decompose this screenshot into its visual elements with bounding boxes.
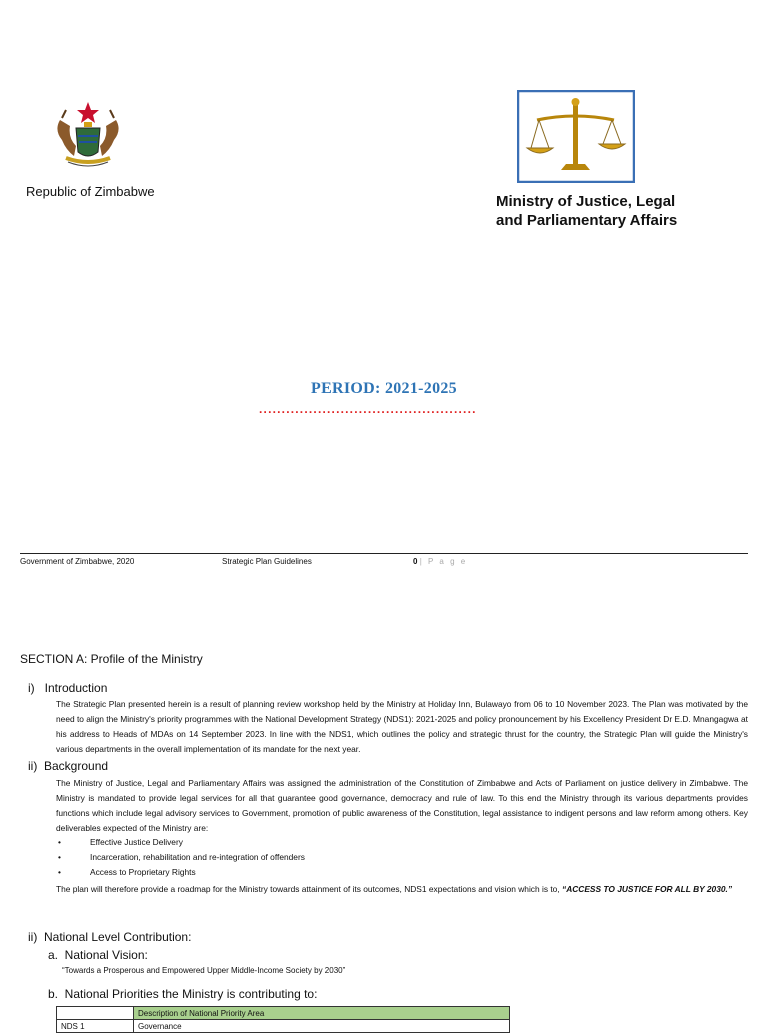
- period-title: PERIOD: 2021-2025: [311, 380, 457, 397]
- footer-guidelines: Strategic Plan Guidelines: [222, 557, 312, 566]
- plan-paragraph: [56, 882, 748, 897]
- table-header-row: [57, 1007, 510, 1020]
- bullet-icon: •: [58, 867, 61, 877]
- table-header-blank: [57, 1007, 134, 1020]
- introduction-paragraph: The Strategic Plan presented herein is a result of planning review workshop held by the Ministry at Holiday Inn, Bulawayo from 06 to 10 November 2023. The Plan was motivated by the need to align the Ministry's priority programmes with the National Development Strategy (NDS1): 2021-2025 and policy pronouncement by his Excellency President Dr E.D. Mnangagwa at his address to Heads of MDAs on 14 September 2023. In line with the NDS1, which outlines the policy and strategic thrust for the country, the Strategic Plan will guide the Ministry's various departments in the overall implementation of its mandate for the next year.: [56, 699, 748, 754]
- footer-rule: [20, 553, 748, 554]
- page-label: | P a g e: [419, 557, 468, 566]
- dotted-underline: ................................................: [259, 402, 477, 416]
- ministry-name: [496, 192, 677, 230]
- section-title: SECTION A: Profile of the Ministry: [20, 652, 203, 666]
- table-header-description: Description of National Priority Area: [134, 1007, 510, 1020]
- national-priorities-heading: b. National Priorities the Ministry is contributing to:: [48, 987, 318, 1001]
- ministry-name-line-1: Ministry of Justice, Legal: [496, 193, 676, 210]
- introduction-heading: i) Introduction: [28, 681, 108, 695]
- deliverable-item: Effective Justice Delivery: [90, 837, 183, 847]
- deliverable-item: Access to Proprietary Rights: [90, 867, 196, 877]
- national-priorities-table: [56, 1006, 510, 1033]
- national-vision-text: “Towards a Prosperous and Empowered Upper Middle-Income Society by 2030”: [62, 966, 346, 975]
- coat-of-arms-emblem: [48, 100, 128, 170]
- national-vision-heading: a. National Vision:: [48, 948, 148, 962]
- footer-government: Government of Zimbabwe, 2020: [20, 557, 135, 566]
- republic-label: Republic of Zimbabwe: [26, 184, 155, 199]
- table-row: [57, 1020, 510, 1033]
- footer-page-number: [413, 557, 467, 566]
- scales-of-justice-logo: [517, 90, 635, 183]
- page-number: 0: [413, 557, 418, 566]
- background-paragraph: The Ministry of Justice, Legal and Parliamentary Affairs was assigned the administration of the Constitution of Zimbabwe and Acts of Parliament on justice delivery in Zimbabwe. The Ministry is mandated to provide legal services for all that guarantee good governance, democracy and rule of law. To this end the Ministry through its various departments provides functions which include legal advisory services to Government, promotion of public awareness of the Constitution, legal assistance to indigent persons and law reform among others. Key deliverables expected of the Ministry are:: [56, 778, 748, 833]
- vision-quote: “ACCESS TO JUSTICE FOR ALL BY 2030.”: [562, 884, 733, 894]
- national-contribution-heading: ii) National Level Contribution:: [28, 930, 192, 944]
- plan-text: The plan will therefore provide a roadmap for the Ministry towards attainment of its outcomes, NDS1 expectations and vision which is to,: [56, 884, 560, 894]
- table-cell-area: Governance: [134, 1020, 510, 1033]
- table-cell-code: NDS 1: [57, 1020, 134, 1033]
- ministry-name-line-2: and Parliamentary Affairs: [496, 212, 678, 229]
- background-heading: ii) Background: [28, 759, 109, 773]
- bullet-icon: •: [58, 837, 61, 847]
- bullet-icon: •: [58, 852, 61, 862]
- deliverable-item: Incarceration, rehabilitation and re-integration of offenders: [90, 852, 305, 862]
